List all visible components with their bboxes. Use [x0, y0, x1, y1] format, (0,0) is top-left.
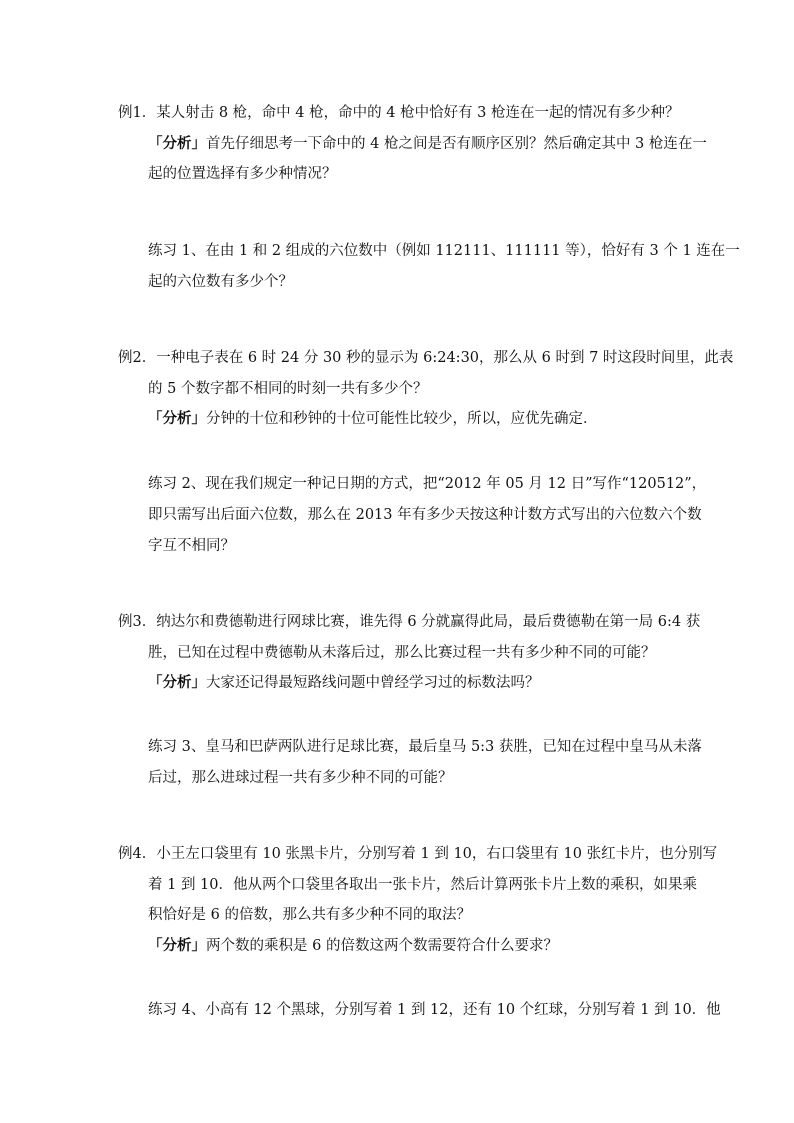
example-2-question-cont: 的 5 个数字都不相同的时刻一共有多少个？	[148, 381, 428, 397]
exercise-2-cont-1: 即只需写出后面六位数，那么在 2013 年有多少天按这种计数方式写出的六位数六个数	[148, 507, 702, 523]
analysis-text: 两个数的乘积是 6 的倍数这两个数需要符合什么要求？	[206, 938, 558, 954]
example-3-question-cont: 胜，已知在过程中费德勒从未落后过，那么比赛过程一共有多少种不同的可能？	[148, 645, 656, 661]
analysis-text: 首先仔细思考一下命中的 4 枪之间是否有顺序区别？然后确定其中 3 枪连在一	[206, 136, 707, 152]
example-3-analysis	[148, 673, 540, 693]
example-4-question-cont-2: 积恰好是 6 的倍数，那么共有多少种不同的取法？	[148, 907, 471, 923]
exercise-2: 练习 2、现在我们规定一种记日期的方式，把“2012 年 05 月 12 日”写作“120512”，	[148, 476, 707, 492]
exercise-1-cont: 起的六位数有多少个？	[148, 274, 293, 290]
example-4-question-cont-1: 着 1 到 10．他从两个口袋里各取出一张卡片，然后计算两张卡片上数的乘积，如果乘	[148, 877, 698, 893]
analysis-tag: 「分析」	[148, 675, 206, 691]
example-3-question	[118, 612, 700, 632]
example-4-analysis	[148, 936, 558, 956]
exercise-1: 练习 1、在由 1 和 2 组成的六位数中（例如 112111、111111 等），恰好有 3 个 1 连在一	[148, 243, 740, 259]
example-1-analysis-cont: 起的位置选择有多少种情况？	[148, 166, 337, 182]
question-text: 一种电子表在 6 时 24 分 30 秒的显示为 6:24:30，那么从 6 时到 7 时这段时间里，此表	[156, 350, 734, 366]
analysis-tag: 「分析」	[148, 411, 206, 427]
analysis-tag: 「分析」	[148, 136, 206, 152]
analysis-text: 分钟的十位和秒钟的十位可能性比较少，所以，应优先确定．	[206, 411, 598, 427]
exercise-3-cont: 后过，那么进球过程一共有多少种不同的可能？	[148, 770, 453, 786]
example-label: 例2．	[118, 350, 157, 366]
exercise-3: 练习 3、皇马和巴萨两队进行足球比赛，最后皇马 5:3 获胜，已知在过程中皇马从未落	[148, 739, 702, 755]
exercise-2-cont-2: 字互不相同？	[148, 538, 235, 554]
example-label: 例3．	[118, 614, 157, 630]
example-4-question	[118, 844, 717, 864]
example-2-analysis	[148, 409, 598, 429]
example-1-question	[118, 103, 680, 123]
example-2-question	[118, 348, 733, 368]
question-text: 某人射击 8 枪，命中 4 枪，命中的 4 枪中恰好有 3 枪连在一起的情况有多少种？	[156, 105, 680, 121]
exercise-4: 练习 4、小高有 12 个黑球，分别写着 1 到 12，还有 10 个红球，分别写着 1 到 10．他	[148, 1002, 721, 1018]
analysis-text: 大家还记得最短路线问题中曾经学习过的标数法吗？	[206, 675, 540, 691]
example-1-analysis	[148, 134, 707, 154]
question-text: 纳达尔和费德勒进行网球比赛，谁先得 6 分就赢得此局，最后费德勒在第一局 6:4 获	[156, 614, 701, 630]
analysis-tag: 「分析」	[148, 938, 206, 954]
question-text: 小王左口袋里有 10 张黑卡片，分别写着 1 到 10，右口袋里有 10 张红卡片，也分别写	[156, 846, 718, 862]
example-label: 例1．	[118, 105, 157, 121]
example-label: 例4．	[118, 846, 157, 862]
